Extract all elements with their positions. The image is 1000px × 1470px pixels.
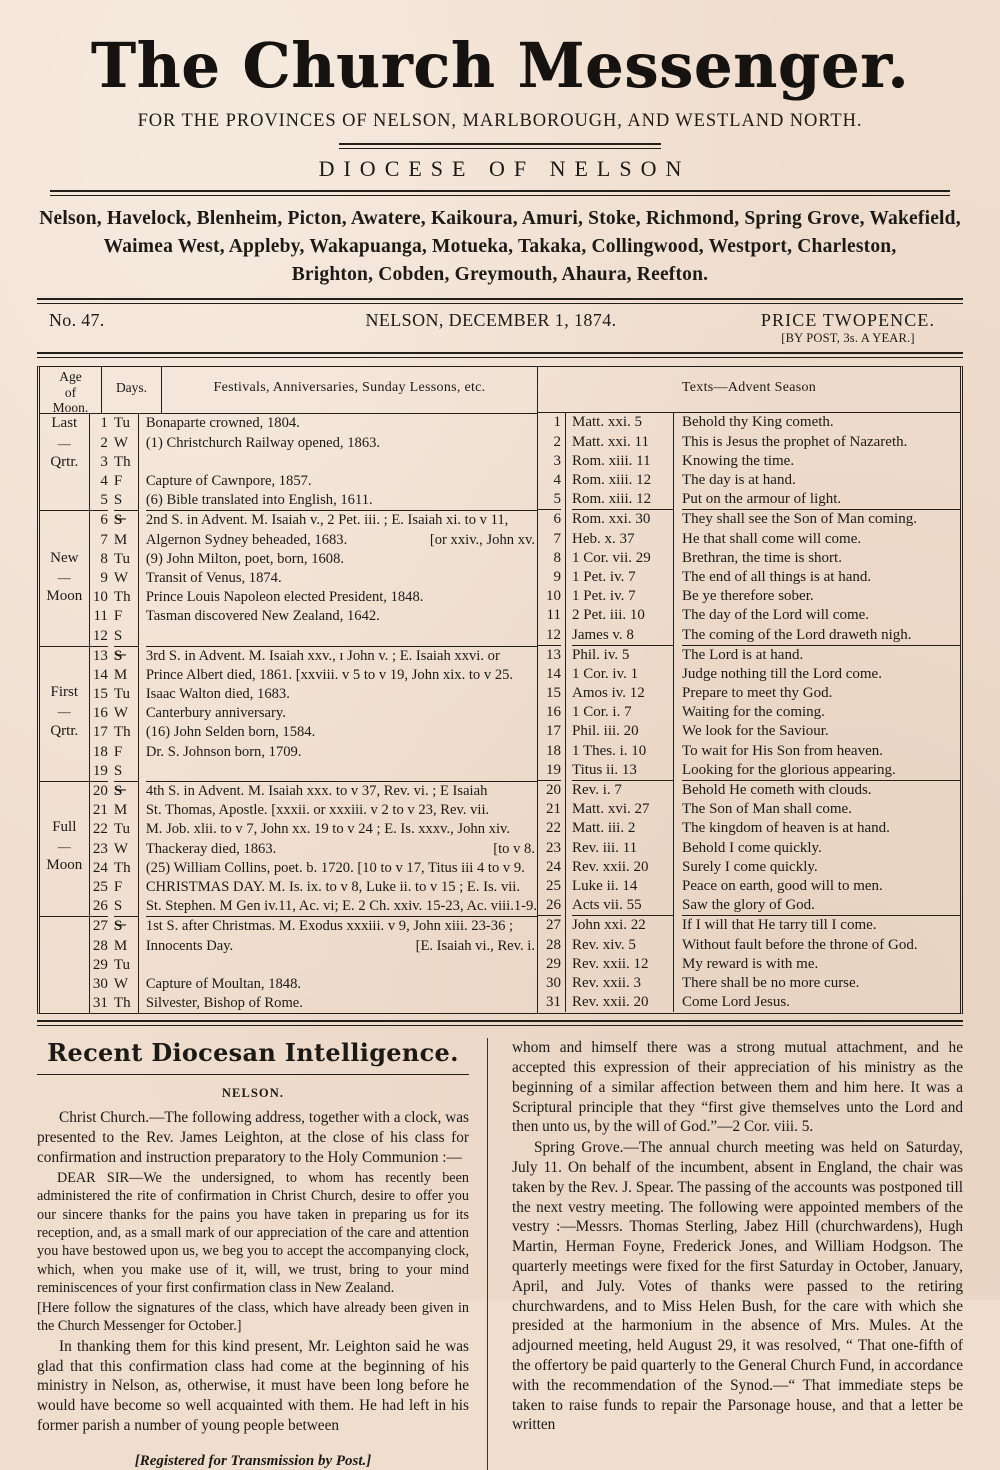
- day-number-cell: 21: [92, 802, 108, 819]
- text-day-number-cell: 13: [538, 645, 561, 665]
- lesson-continuation: [or xxiv., John xv.: [429, 531, 535, 548]
- festival-cell: Tasman discovered New Zealand, 1642.: [145, 608, 380, 625]
- festival-cell: Dr. S. Johnson born, 1709.: [145, 743, 302, 760]
- text-day-number-cell: 10: [546, 588, 561, 605]
- festival-text: Innocents Day.: [145, 937, 234, 954]
- festival-cell: [146, 531, 537, 550]
- day-number-cell: 13: [90, 646, 108, 666]
- text-day-number-cell: 7: [553, 530, 561, 547]
- column-header-texts: Texts—Advent Season: [538, 367, 960, 413]
- column-header-festivals: Festivals, Anniversaries, Sunday Lessons, etc.: [213, 380, 486, 396]
- scripture-text-cell: This is Jesus the prophet of Nazareth.: [682, 433, 908, 450]
- places-line-1: Nelson, Havelock, Blenheim, Picton, Awatere, Kaikoura, Amuri, Stoke, Richmond, Spring Grove, Wakefield,: [39, 208, 961, 230]
- article-column-right: [487, 1038, 963, 1469]
- festival-cell: M. Job. xlii. to v 7, John xx. 19 to v 24 ; E. Is. xxxv., John xiv.: [145, 821, 510, 838]
- text-day-number-cell: 29: [546, 955, 561, 972]
- festival-cell: [146, 937, 537, 956]
- scripture-text-cell: Peace on earth, good will to men.: [682, 877, 883, 894]
- day-name-cell: S: [113, 492, 123, 509]
- day-name-cell: F: [113, 473, 123, 490]
- text-day-number-cell: 21: [546, 801, 561, 818]
- scripture-text-cell: The day is at hand.: [682, 472, 796, 489]
- day-number-cell: 11: [93, 608, 108, 625]
- day-number-cell: 23: [92, 840, 108, 857]
- text-day-number-cell: 23: [546, 839, 561, 856]
- festival-cell: (9) John Milton, poet, born, 1608.: [145, 550, 345, 567]
- scripture-reference-cell: Rom. xiii. 12: [572, 472, 652, 489]
- text-day-number-cell: 4: [553, 472, 561, 489]
- day-number-column: [90, 414, 111, 1013]
- scripture-text-cell: The end of all things is at hand.: [682, 568, 872, 585]
- age-of-moon-cell: [40, 607, 89, 626]
- festival-cell: CHRISTMAS DAY. M. Is. ix. to v 8, Luke ii. to v 15 ; E. Is. vii.: [145, 878, 521, 895]
- age-of-moon-cell: [40, 781, 89, 801]
- day-name-cell: W: [113, 434, 129, 451]
- moon-phase-label: New: [50, 549, 79, 566]
- scripture-reference-cell: Heb. x. 37: [572, 530, 635, 547]
- sunday-symbol: S̶: [113, 647, 123, 664]
- day-number-cell: 22: [92, 821, 108, 838]
- festival-cell: (1) Christchurch Railway opened, 1863.: [145, 434, 381, 451]
- text-day-number-cell: 9: [553, 568, 561, 585]
- scripture-text-cell: Knowing the time.: [682, 452, 795, 469]
- day-name-cell: [114, 781, 138, 801]
- places-line-2: Waimea West, Appleby, Wakapuanga, Motueka, Takaka, Collingwood, Westport, Charleston,: [103, 235, 897, 257]
- scripture-text-cell: Without fault before the throne of God.: [682, 936, 918, 953]
- moon-header-line-1: Age: [59, 369, 82, 385]
- age-of-moon-cell: [40, 937, 89, 956]
- divider: [50, 190, 950, 196]
- day-number-cell: 14: [92, 666, 108, 683]
- festival-cell: (6) Bible translated into English, 1611.: [145, 492, 373, 509]
- text-day-number-cell: 5: [553, 491, 561, 508]
- scripture-text-cell: The kingdom of heaven is at hand.: [682, 820, 890, 837]
- day-name-cell: F: [113, 608, 123, 625]
- scripture-text-cell: Behold He cometh with clouds.: [682, 780, 960, 800]
- moon-phase-separator: [40, 702, 89, 721]
- festival-cell: [146, 762, 537, 781]
- festival-cell: Prince Albert died, 1861. [xxviii. v 5 to v 19, John xix. to v 25.: [145, 666, 514, 683]
- scripture-text-cell: If I will that He tarry till I come.: [682, 915, 960, 935]
- scripture-text-cell: There shall be no more curse.: [682, 974, 860, 991]
- scripture-text-cell: Behold I come quickly.: [682, 839, 822, 856]
- day-number-cell: 5: [100, 492, 108, 509]
- sunday-symbol: S̶: [113, 512, 123, 529]
- places-list: [35, 205, 965, 288]
- festival-cell: Transit of Venus, 1874.: [145, 569, 282, 586]
- day-name-cell: S: [113, 762, 123, 779]
- article-paragraph: [Here follow the signatures of the class, which have already been given in the Church Messenger for October.]: [37, 1299, 469, 1335]
- text-day-number-cell: 26: [546, 897, 561, 914]
- day-number-cell: 31: [92, 995, 108, 1012]
- scripture-reference-column: [566, 413, 674, 1012]
- age-of-moon-cell: [40, 916, 89, 936]
- scripture-text-cell: My reward is with me.: [682, 955, 819, 972]
- article-column-left: [37, 1038, 487, 1469]
- day-name-cell: M: [113, 666, 128, 683]
- scripture-text-cell: Saw the glory of God.: [682, 897, 815, 914]
- festival-cell: [146, 453, 537, 472]
- day-name-cell: Tu: [113, 821, 131, 838]
- text-day-number-cell: 17: [546, 723, 561, 740]
- divider: [37, 1074, 469, 1075]
- diocese-line: DIOCESE OF NELSON: [318, 156, 691, 182]
- scripture-reference-cell: Rev. xxii. 12: [572, 955, 649, 972]
- day-number-cell: 17: [92, 724, 108, 741]
- day-number-cell: 6: [90, 510, 108, 530]
- scripture-text-cell: Judge nothing till the Lord come.: [682, 665, 882, 682]
- festival-cell: [146, 956, 537, 975]
- calendar-header-row: [40, 367, 537, 414]
- day-number-cell: 12: [92, 627, 108, 644]
- scripture-reference-cell: Rom. xiii. 12: [572, 491, 652, 508]
- calendar-table: [37, 366, 963, 1014]
- moon-phase-label: First: [50, 684, 79, 701]
- text-day-number-cell: 27: [538, 915, 561, 935]
- day-name-cell: Tu: [113, 550, 131, 567]
- column-header-days: Days.: [102, 367, 162, 413]
- day-number-cell: 24: [92, 859, 108, 876]
- day-number-cell: 30: [92, 975, 108, 992]
- day-number-cell: 25: [92, 878, 108, 895]
- issue-number: No. 47.: [49, 310, 105, 331]
- scripture-reference-cell: Matt. xxi. 11: [572, 433, 649, 450]
- moon-phase-label: Moon: [46, 857, 83, 874]
- festival-cell: (25) William Collins, poet. b. 1720. [10 to v 17, Titus iii 4 to v 9.: [145, 859, 525, 876]
- text-day-number-cell: 20: [538, 780, 561, 800]
- festival-cell: 4th S. in Advent. M. Isaiah xxx. to v 37, Rev. vi. ; E Isaiah: [146, 781, 537, 801]
- scripture-reference-cell: 1 Cor. i. 7: [572, 704, 632, 721]
- scripture-reference-cell: 1 Pet. iv. 7: [572, 588, 636, 605]
- day-name-cell: S: [113, 627, 123, 644]
- places-line-3: Brighton, Cobden, Greymouth, Ahaura, Reefton.: [291, 263, 709, 285]
- text-day-number-cell: 15: [546, 685, 561, 702]
- day-name-cell: F: [113, 743, 123, 760]
- calendar-body-left: [40, 414, 537, 1013]
- moon-phase-label: Qrtr.: [50, 722, 79, 739]
- day-number-cell: 27: [90, 916, 108, 936]
- festival-text: Thackeray died, 1863.: [145, 840, 277, 857]
- scripture-reference-cell: Matt. xxi. 5: [572, 414, 642, 431]
- day-name-cell: Th: [113, 589, 131, 606]
- article-paragraph: Spring Grove.—The annual church meeting was held on Saturday, July 11. On behalf of the incumbent, absent in England, the chair was taken by the Rev. J. Spear. The passing of the accounts was postponed till the next vestry meeting. The following were appointed members of the vestry :—Messrs. Thomas Sterling, Jabez Hill (churchwardens), Hugh Martin, Herman Foyne, Frederick Jones, and William Hodgson. The quarterly meetings were fixed for the first Saturday in October, January, April, and July. Votes of thanks were passed to the retiring churchwardens, and to Miss Helen Bush, for the care with which she presided at the harmonium in the absence of Mrs. Mules. At the adjourned meeting, held August 29, it was resolved, “ That one-fifth of the offertory be paid quarterly to the General Church Fund, in accordance with the recommendation of the Synod.—“ That immediate steps be taken to raise funds to repair the Parsonage house, and that a letter be written: [512, 1139, 963, 1434]
- scripture-text-cell: The day of the Lord will come.: [682, 607, 870, 624]
- scripture-text-cell: Waiting for the coming.: [682, 704, 825, 721]
- day-number-cell: 18: [92, 743, 108, 760]
- scripture-text-cell: Come Lord Jesus.: [682, 994, 790, 1011]
- scripture-reference-cell: Rev. xxii. 20: [572, 994, 649, 1011]
- article-paragraph: DEAR SIR—We the undersigned, to whom has recently been administered the rite of confirmation in Christ Church, desire to offer you our sincere thanks for the pains you have taken in preparing us for its reception, and, as a small mark of our appreciation of the care and attention you have bestowed upon us, we beg you to accept the accompanying clock, which, when you make use of it, will, we trust, bring to your mind reminiscences of your first confirmation class in New Zealand.: [37, 1169, 469, 1297]
- masthead: [0, 0, 1000, 304]
- age-of-moon-cell: [40, 994, 89, 1013]
- scripture-reference-cell: Luke ii. 14: [572, 877, 638, 894]
- festival-cell: [146, 627, 537, 646]
- calendar-left-panel: [40, 367, 538, 1013]
- scripture-reference-cell: Rom. xiii. 11: [572, 452, 651, 469]
- day-name-cell: W: [113, 975, 129, 992]
- festival-cell: Silvester, Bishop of Rome.: [145, 995, 303, 1012]
- festival-text: Algernon Sydney beheaded, 1683.: [145, 531, 348, 548]
- scripture-text-cell: He that shall come will come.: [682, 530, 862, 547]
- scripture-reference-cell: 1 Cor. vii. 29: [572, 549, 651, 566]
- festival-cell: St. Thomas, Apostle. [xxxii. or xxxiii. v 2 to v 23, Rev. vii.: [145, 802, 490, 819]
- scripture-reference-cell: 1 Thes. i. 10: [572, 742, 647, 759]
- scripture-reference-cell: 1 Pet. iv. 7: [572, 568, 636, 585]
- text-day-number-cell: 18: [546, 742, 561, 759]
- text-day-number-cell: 12: [546, 626, 561, 643]
- day-number-cell: 28: [92, 937, 108, 954]
- day-number-cell: 19: [92, 762, 108, 779]
- scripture-reference-cell: Rev. xxii. 3: [572, 974, 642, 991]
- column-header-age-of-moon: [40, 367, 102, 413]
- day-name-cell: Th: [113, 724, 131, 741]
- scripture-reference-cell: Rev. xiv. 5: [572, 936, 636, 953]
- text-day-number-cell: 3: [553, 452, 561, 469]
- day-name-cell: Th: [113, 995, 131, 1012]
- age-of-moon-cell: [40, 956, 89, 975]
- day-number-cell: 3: [100, 453, 108, 470]
- age-of-moon-column: [40, 414, 90, 1013]
- text-day-number-cell: 1: [553, 414, 561, 431]
- day-name-cell: Tu: [113, 956, 131, 973]
- moon-phase-separator: [40, 568, 89, 587]
- day-name-cell: M: [113, 531, 128, 548]
- divider: [37, 352, 963, 358]
- age-of-moon-cell: [40, 743, 89, 762]
- text-day-number-cell: 8: [553, 549, 561, 566]
- age-of-moon-cell: [40, 627, 89, 646]
- festival-cell: St. Stephen. M Gen iv.11, Ac. vi; E. 2 Ch. xxiv. 15-23, Ac. viii.1-9.: [145, 898, 537, 915]
- festival-cell: Prince Louis Napoleon elected President, 1848.: [145, 589, 424, 606]
- day-number-cell: 29: [92, 956, 108, 973]
- day-name-cell: [114, 646, 138, 666]
- scripture-reference-cell: Phil. iii. 20: [572, 723, 639, 740]
- day-number-cell: 9: [100, 569, 108, 586]
- lesson-continuation: [E. Isaiah vi., Rev. i.: [415, 937, 535, 954]
- article-paragraph: In thanking them for this kind present, Mr. Leighton said he was glad that this confirmation class had come at the beginning of his ministry in Nelson, as, otherwise, it must have been long before he would have become so well acquainted with them. He had left in his former parish a number of young people between: [37, 1337, 469, 1434]
- day-number-cell: 10: [92, 589, 108, 606]
- lesson-continuation: [to v 8.: [493, 840, 535, 857]
- scripture-text-cell: Prepare to meet thy God.: [682, 685, 833, 702]
- day-number-cell: 16: [92, 705, 108, 722]
- day-name-cell: Tu: [113, 686, 131, 703]
- text-day-number-cell: 11: [546, 607, 561, 624]
- age-of-moon-cell: [40, 491, 89, 510]
- day-number-cell: 7: [100, 531, 108, 548]
- scripture-reference-cell: Rev. i. 7: [572, 780, 673, 800]
- article-paragraph: whom and himself there was a strong mutual attachment, and he accepted this expression of their appreciation of his ministry as the beginning of a similar affection between them and him here. It was a Scriptural principle that they “first give themselves unto the Lord and then unto us, by the will of God.”—2 Cor. viii. 5.: [512, 1039, 963, 1136]
- day-name-cell: M: [113, 937, 128, 954]
- provinces-subtitle: FOR THE PROVINCES OF NELSON, MARLBOROUGH, AND WESTLAND NORTH.: [137, 111, 863, 132]
- day-name-cell: [114, 916, 138, 936]
- text-day-number-cell: 31: [546, 994, 561, 1011]
- articles-section: [37, 1038, 963, 1469]
- scripture-reference-cell: Matt. xvi. 27: [572, 801, 650, 818]
- day-name-cell: Tu: [113, 415, 131, 432]
- scripture-reference-cell: 2 Pet. iii. 10: [572, 607, 645, 624]
- text-day-number-cell: 28: [546, 936, 561, 953]
- day-name-cell: W: [113, 569, 129, 586]
- festival-cell: [146, 840, 537, 859]
- festival-cell: 1st S. after Christmas. M. Exodus xxxiii. v 9, John xiii. 23-36 ;: [146, 916, 537, 936]
- moon-phase-label: Qrtr.: [50, 453, 79, 470]
- scripture-reference-cell: Acts vii. 55: [572, 897, 642, 914]
- scripture-reference-cell: Phil. iv. 5: [572, 645, 673, 665]
- dateline: [37, 310, 963, 345]
- scripture-text-cell: The coming of the Lord draweth nigh.: [682, 626, 912, 643]
- scripture-reference-cell: Rev. iii. 11: [572, 839, 638, 856]
- price-label: PRICE TWOPENCE.: [760, 310, 936, 331]
- age-of-moon-cell: [40, 666, 89, 685]
- article-place-heading: NELSON.: [221, 1086, 285, 1101]
- day-name-cell: W: [113, 705, 129, 722]
- day-number-cell: 2: [100, 434, 108, 451]
- age-of-moon-cell: [40, 646, 89, 666]
- calendar-body-right: [538, 413, 960, 1012]
- text-day-number-cell: 14: [546, 665, 561, 682]
- scripture-reference-cell: John xxi. 22: [572, 915, 673, 935]
- moon-phase-label: Last: [51, 415, 78, 432]
- festival-cell: 2nd S. in Advent. M. Isaiah v., 2 Pet. iii. ; E. Isaiah xi. to v 11,: [146, 510, 537, 530]
- sunday-symbol: S̶: [113, 918, 123, 935]
- divider: [37, 1020, 963, 1026]
- day-name-cell: M: [113, 802, 128, 819]
- sunday-symbol: S̶: [113, 783, 123, 800]
- section-heading: Recent Diocesan Intelligence.: [47, 1038, 459, 1068]
- text-day-number-column: [538, 413, 566, 1012]
- moon-phase-label: Moon: [46, 588, 83, 605]
- age-of-moon-cell: [40, 472, 89, 491]
- text-day-number-cell: 25: [546, 877, 561, 894]
- day-name-cell: W: [113, 840, 129, 857]
- text-day-number-cell: 6: [538, 509, 561, 529]
- text-day-number-cell: 30: [546, 974, 561, 991]
- scripture-reference-cell: Titus ii. 13: [572, 761, 637, 778]
- registration-notice: [Registered for Transmission by Post.]: [134, 1452, 372, 1469]
- scripture-text-cell: We look for the Saviour.: [682, 723, 829, 740]
- scripture-text-column: [674, 413, 960, 1012]
- scripture-reference-cell: 1 Cor. iv. 1: [572, 665, 639, 682]
- day-number-cell: 15: [92, 686, 108, 703]
- price-subscription: [BY POST, 3s. A YEAR.]: [781, 331, 915, 346]
- moon-phase-separator: [40, 837, 89, 856]
- festival-cell: Isaac Walton died, 1683.: [145, 686, 290, 703]
- age-of-moon-cell: [40, 975, 89, 994]
- scripture-reference-cell: Amos iv. 12: [572, 685, 645, 702]
- dateline-place-date: NELSON, DECEMBER 1, 1874.: [365, 310, 617, 331]
- age-of-moon-cell: [40, 531, 89, 550]
- scripture-reference-cell: Matt. iii. 2: [572, 820, 636, 837]
- text-day-number-cell: 22: [546, 820, 561, 837]
- text-day-number-cell: 2: [553, 433, 561, 450]
- festival-cell: Capture of Moultan, 1848.: [145, 975, 302, 992]
- festival-cell: Bonaparte crowned, 1804.: [145, 415, 300, 432]
- scripture-text-cell: Behold thy King cometh.: [682, 414, 834, 431]
- day-name-cell: F: [113, 878, 123, 895]
- day-name-cell: [114, 510, 138, 530]
- festival-cell: 3rd S. in Advent. M. Isaiah xxv., ɪ John v. ; E. Isaiah xxvi. or: [146, 646, 537, 666]
- festival-cell: Capture of Cawnpore, 1857.: [145, 473, 312, 490]
- divider: [339, 143, 661, 149]
- day-number-cell: 8: [100, 550, 108, 567]
- moon-header-line-3: Moon.: [52, 399, 89, 415]
- age-of-moon-cell: [40, 510, 89, 530]
- day-name-cell: Th: [113, 453, 131, 470]
- festival-cell: (16) John Selden born, 1584.: [145, 724, 316, 741]
- day-name-cell: S: [113, 898, 123, 915]
- scripture-reference-cell: Rev. xxii. 20: [572, 858, 649, 875]
- scripture-text-cell: Put on the armour of light.: [682, 491, 842, 508]
- scripture-text-cell: Looking for the glorious appearing.: [682, 761, 896, 778]
- day-number-cell: 4: [100, 473, 108, 490]
- scripture-text-cell: Brethran, the time is short.: [682, 549, 842, 566]
- scripture-reference-cell: James v. 8: [572, 626, 634, 643]
- scripture-text-cell: The Son of Man shall come.: [682, 801, 852, 818]
- day-number-cell: 26: [92, 898, 108, 915]
- moon-header-line-2: of: [64, 384, 77, 400]
- day-name-column: [111, 414, 139, 1013]
- moon-phase-label: Full: [52, 818, 77, 835]
- day-number-cell: 20: [90, 781, 108, 801]
- text-day-number-cell: 19: [546, 761, 561, 778]
- calendar-right-panel: [538, 367, 960, 1013]
- article-paragraph: Christ Church.—The following address, together with a clock, was presented to the Rev. James Leighton, at the close of his class for confirmation and instruction preparatory to the Holy Communion :—: [37, 1109, 469, 1166]
- festival-cell: Canterbury anniversary.: [145, 705, 286, 722]
- age-of-moon-cell: [40, 897, 89, 916]
- age-of-moon-cell: [40, 878, 89, 897]
- day-name-cell: Th: [113, 859, 131, 876]
- page-title: The Church Messenger.: [90, 29, 910, 102]
- scripture-text-cell: To wait for His Son from heaven.: [682, 742, 883, 759]
- scripture-text-cell: Surely I come quickly.: [682, 858, 818, 875]
- scripture-text-cell: They shall see the Son of Man coming.: [682, 509, 960, 529]
- price-block: [733, 310, 963, 345]
- divider: [37, 298, 963, 304]
- text-day-number-cell: 16: [546, 704, 561, 721]
- moon-phase-separator: [40, 434, 89, 453]
- scripture-text-cell: Be ye therefore sober.: [682, 588, 814, 605]
- festivals-column: [139, 414, 537, 1013]
- age-of-moon-cell: [40, 762, 89, 781]
- scripture-reference-cell: Rom. xxi. 30: [572, 509, 673, 529]
- day-number-cell: 1: [100, 415, 108, 432]
- text-day-number-cell: 24: [546, 858, 561, 875]
- scripture-text-cell: The Lord is at hand.: [682, 645, 960, 665]
